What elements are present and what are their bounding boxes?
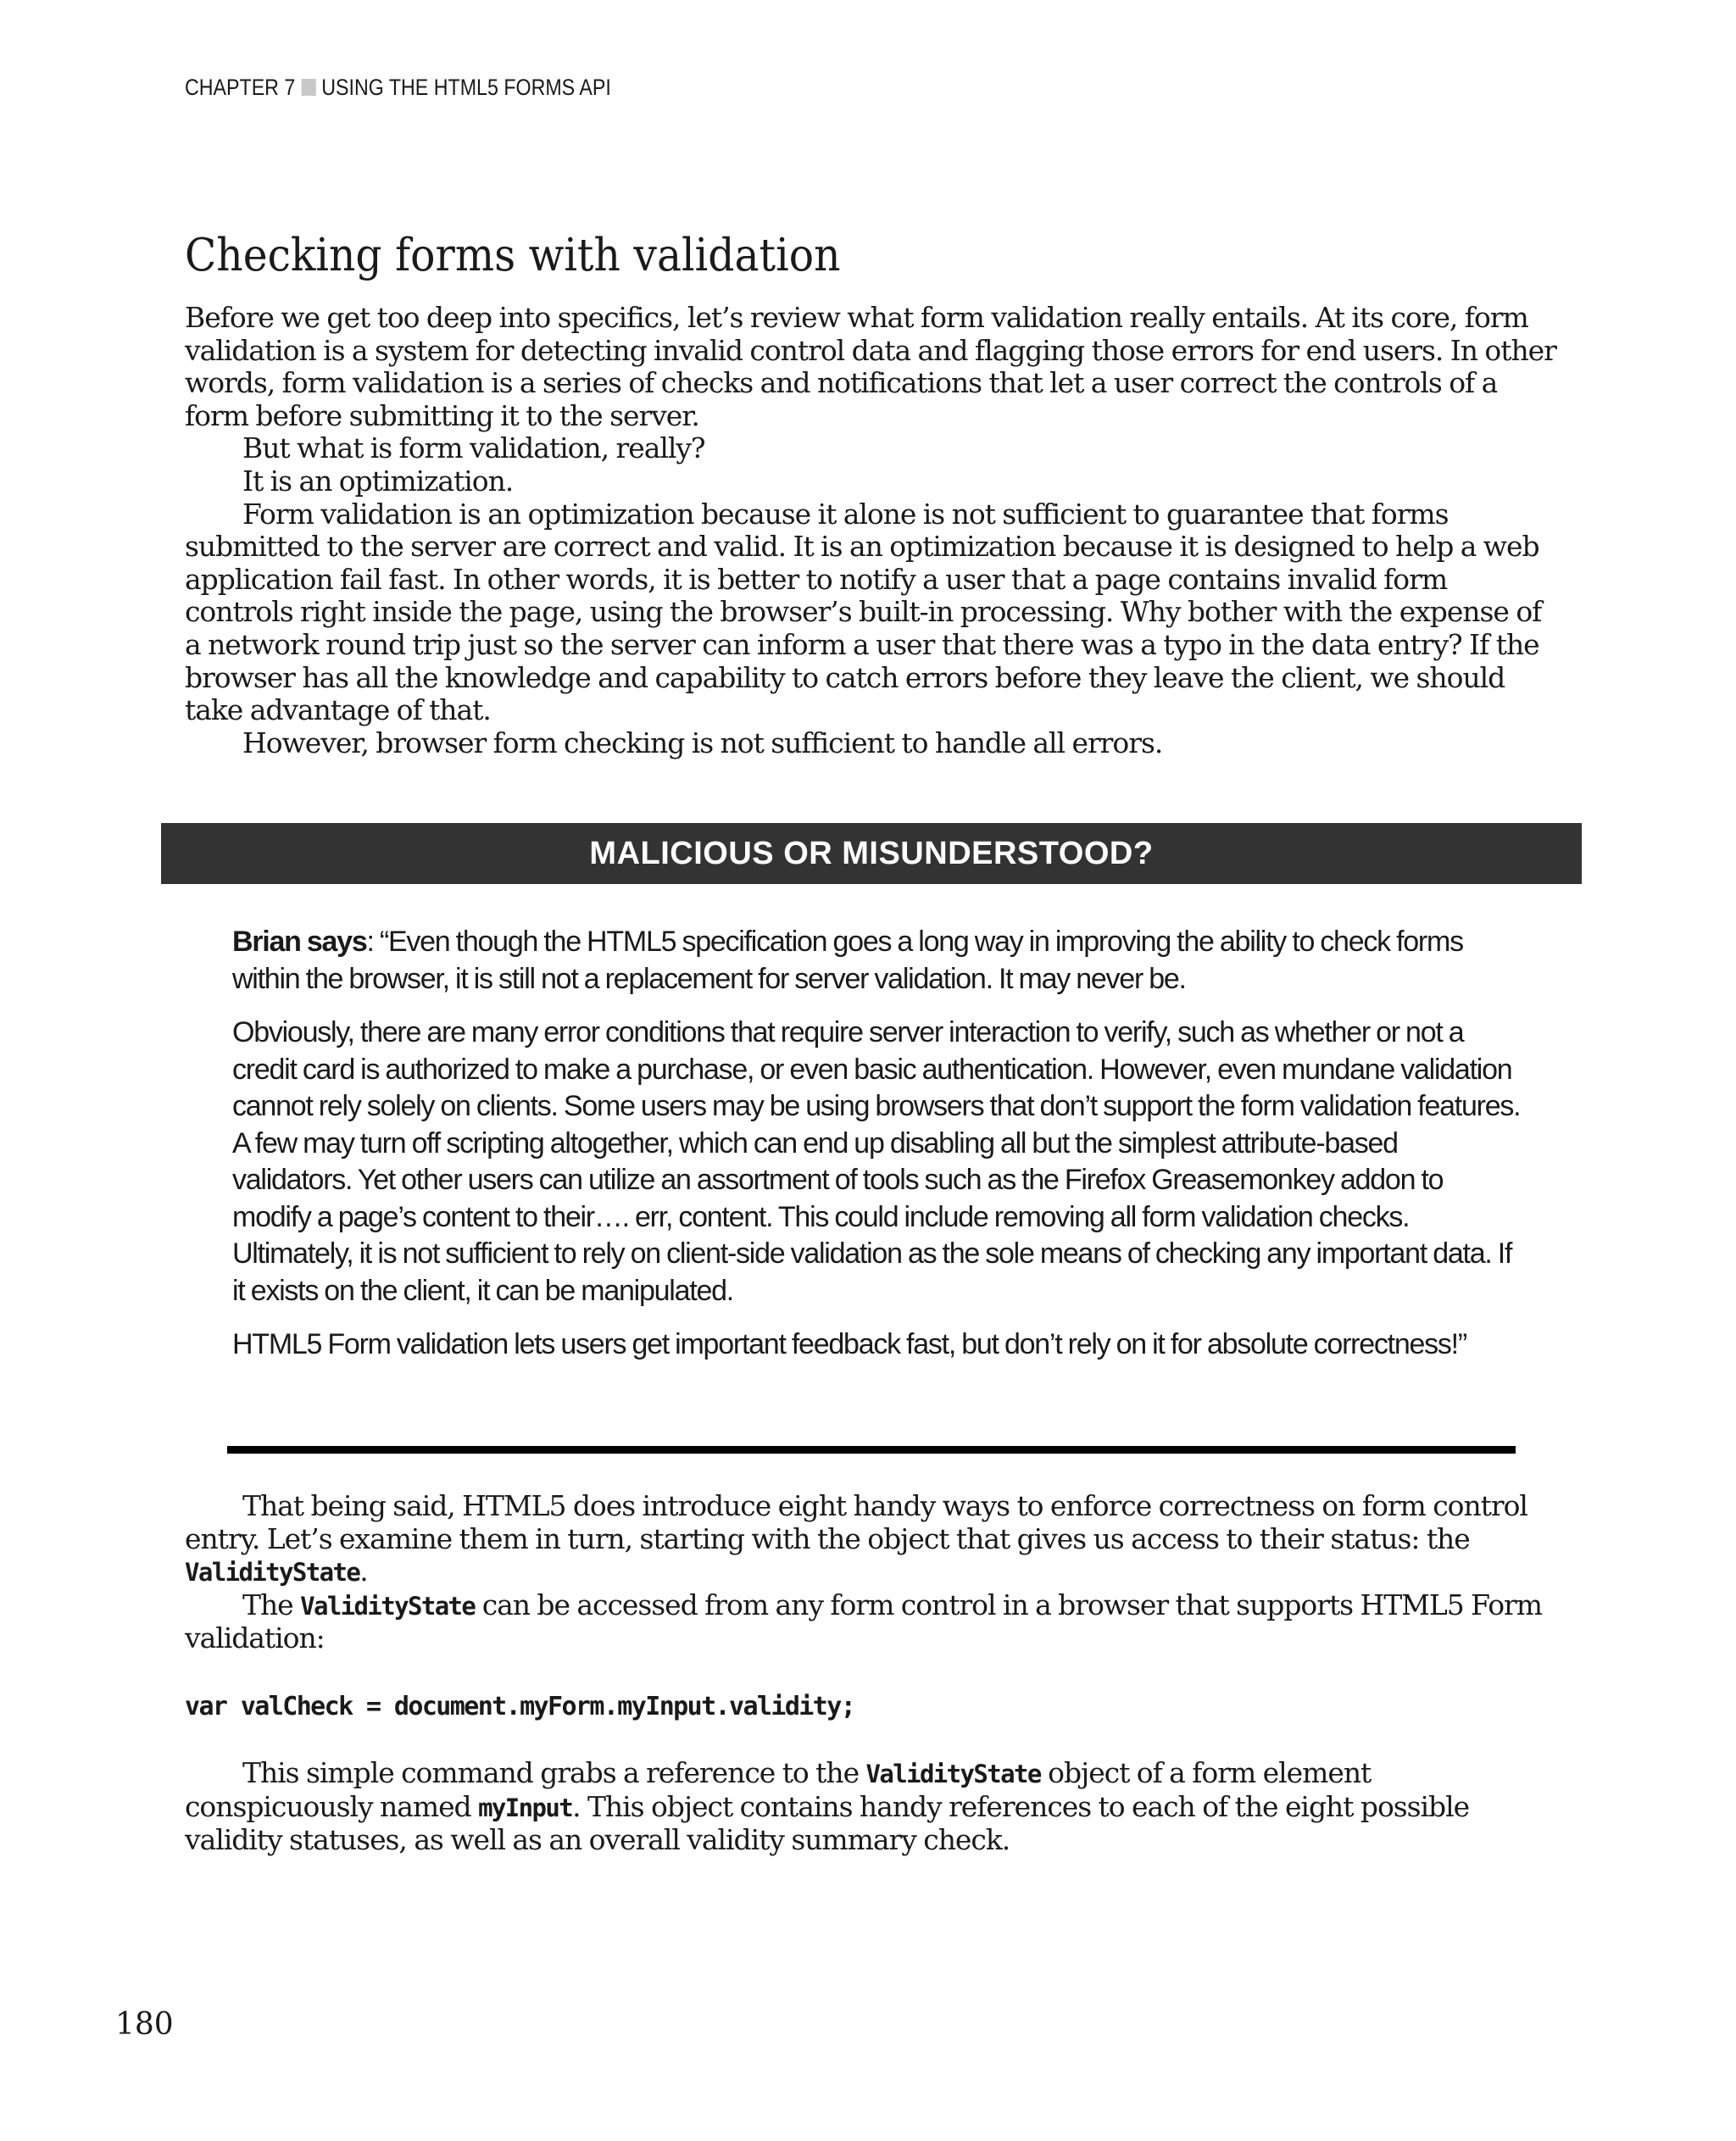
sidebar-bottom-rule <box>227 1446 1516 1454</box>
section-title: Checking forms with validation <box>185 230 841 281</box>
sidebar-title: MALICIOUS OR MISUNDERSTOOD? <box>589 835 1154 871</box>
after-p2-text-b: can be accessed from any form control in a browser that supports HTML5 Form validation: <box>185 1588 1542 1655</box>
after-p3-text-b: object of a form element conspicuously named <box>185 1756 1372 1823</box>
after-paragraph-1 <box>185 1490 1562 1589</box>
closing-text <box>185 1757 1562 1857</box>
intro-paragraph-1: Before we get too deep into specifics, let’s review what form validation really entails. At its core, form validation is a system for detecting invalid control data and flagging those errors for end users. In other words, form validation is a series of checks and notifications that let a user correct the controls of a form before submitting it to the server. <box>185 301 1556 432</box>
after-p3-text-c: . This object contains handy references to each of the eight possible validity statuses, as well as an overall validity summary check. <box>185 1789 1470 1857</box>
square-separator-icon <box>301 79 315 96</box>
running-head <box>185 75 611 101</box>
after-p3-code-2: myInput <box>478 1793 573 1822</box>
sidebar-speaker: Brian says <box>232 926 367 958</box>
running-head-title: USING THE HTML5 FORMS API <box>321 75 611 100</box>
after-p1-text-a: That being said, HTML5 does introduce eight handy ways to enforce correctness on form control entry. Let’s examine them in turn, starting with the object that gives us access to their status: the <box>185 1489 1527 1555</box>
intro-paragraph-2: But what is form validation, really? <box>242 431 705 465</box>
after-paragraph-2 <box>185 1589 1562 1655</box>
intro-paragraph-3: It is an optimization. <box>242 464 514 498</box>
intro-paragraph-4: Form validation is an optimization because it alone is not sufficient to guarantee that forms submitted to the server are correct and valid. It is an optimization because it is designed to help a web application fail fast. In other words, it is better to notify a user that a page contains invalid form controls right inside the page, using the browser’s built-in processing. Why bother with the expense of a network round trip just so the server can inform a user that there was a typo in the data entry? If the browser has all the knowledge and capability to catch errors before they leave the client, we should take advantage of that. <box>185 497 1542 727</box>
after-paragraph-3 <box>185 1757 1562 1857</box>
sidebar-header <box>161 823 1582 884</box>
running-head-chapter: CHAPTER 7 <box>185 75 296 100</box>
page-number: 180 <box>115 2007 174 2042</box>
sidebar-body <box>232 924 1521 1381</box>
sidebar-paragraph-2: Obviously, there are many error conditions that require server interaction to verify, such as whether or not a credit card is authorized to make a purchase, or even basic authentication. However, even mundane validation cannot rely solely on clients. Some users may be using browsers that don’t support the form validation features. A few may turn off scripting altogether, which can end up disabling all but the simplest attribute-based validators. Yet other users can utilize an assortment of tools such as the Firefox Greasemonkey addon to modify a page’s content to their…. err, content. This could include removing all form validation checks. Ultimately, it is not sufficient to rely on client-side validation as the sole means of checking any important data. If it exists on the client, it can be manipulated. <box>232 1016 1521 1307</box>
intro-paragraph-5: However, browser form checking is not sufficient to handle all errors. <box>242 726 1163 759</box>
sidebar-quote-first: : “Even though the HTML5 specification goes a long way in improving the ability to check forms within the browser, it is still not a replacement for server validation. It may never be. <box>232 926 1463 995</box>
after-p2-text-a: The <box>242 1588 301 1621</box>
sidebar-paragraph-3: HTML5 Form validation lets users get important feedback fast, but don’t rely on it for absolute correctness!” <box>232 1328 1466 1360</box>
after-p3-text-a: This simple command grabs a reference to the <box>242 1756 866 1789</box>
after-p1-text-b: . <box>359 1554 368 1588</box>
sidebar-paragraph-1 <box>232 924 1521 998</box>
after-p3-code-1: ValidityState <box>865 1760 1041 1788</box>
after-p2-code: ValidityState <box>300 1591 476 1621</box>
after-p1-code: ValidityState <box>185 1558 360 1588</box>
code-example: var valCheck = document.myForm.myInput.validity; <box>185 1692 855 1721</box>
after-sidebar-text <box>185 1490 1562 1655</box>
intro-text <box>185 302 1562 759</box>
